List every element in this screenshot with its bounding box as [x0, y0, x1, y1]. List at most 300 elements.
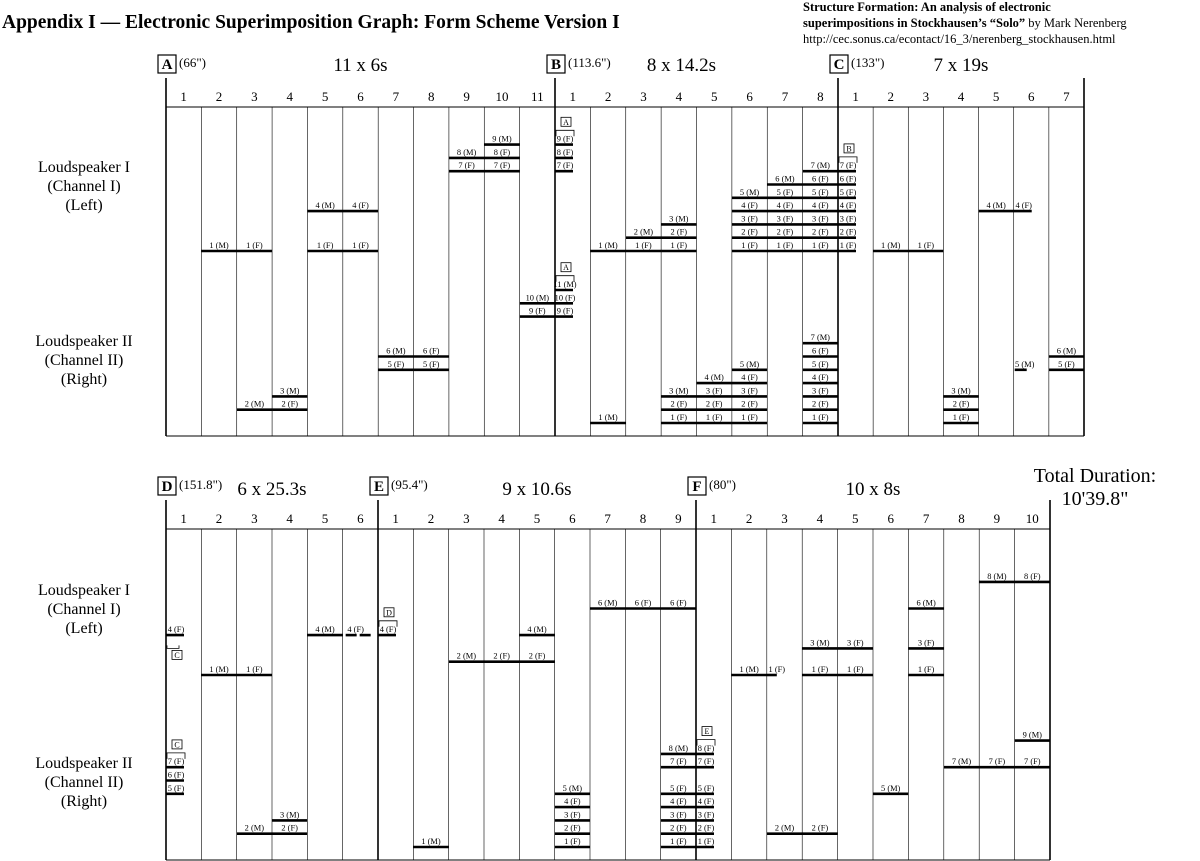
event-label: 2 (F)	[741, 399, 758, 409]
section-marker	[167, 740, 185, 759]
section-marker	[167, 645, 182, 660]
event	[1049, 360, 1084, 370]
event	[166, 784, 184, 794]
event	[307, 201, 342, 211]
event	[449, 652, 484, 662]
citation-author: by Mark Nerenberg	[1025, 16, 1127, 30]
event	[1015, 360, 1035, 370]
period-number: 9	[463, 89, 470, 104]
period-number: 5	[710, 89, 718, 104]
event	[272, 400, 307, 410]
event	[767, 228, 802, 238]
event-label: 3 (M)	[669, 386, 689, 396]
event-label: 1 (F)	[811, 665, 829, 674]
event-label: 4 (M)	[315, 201, 335, 211]
event-label: 5 (M)	[739, 187, 760, 197]
period-number: 4	[957, 89, 965, 104]
event	[590, 413, 625, 423]
event-label: 1 (F)	[564, 837, 581, 846]
event	[520, 293, 555, 303]
event	[378, 360, 413, 370]
event	[166, 771, 184, 781]
event-label: 6 (F)	[422, 346, 440, 356]
event	[272, 824, 307, 834]
event	[803, 201, 838, 211]
event	[661, 810, 696, 820]
event	[732, 360, 767, 370]
event	[838, 241, 856, 251]
event	[979, 572, 1014, 582]
event	[555, 837, 590, 847]
event	[767, 188, 802, 198]
section-e	[370, 477, 682, 860]
period-number: 4	[816, 511, 824, 526]
event-label: 7 (F)	[458, 161, 475, 171]
event	[696, 757, 714, 767]
event-label: 1 (F)	[776, 241, 794, 250]
event	[166, 625, 184, 635]
section-marker	[379, 608, 397, 627]
event-label: 2 (F)	[741, 227, 758, 237]
event-label: 4 (F)	[670, 797, 687, 807]
event	[1015, 757, 1050, 767]
period-number: 3	[922, 89, 930, 104]
event	[943, 413, 978, 423]
event	[767, 665, 785, 675]
period-number: 2	[887, 89, 894, 104]
section-form: 6 x 25.3s	[237, 479, 307, 500]
event-label: 1 (F)	[812, 241, 829, 250]
event	[732, 214, 767, 224]
event-label: 2 (F)	[776, 227, 794, 237]
event-label: 7 (F)	[988, 757, 1006, 767]
event	[661, 599, 696, 609]
event-label: 4 (F)	[812, 201, 829, 211]
event-label: 1 (F)	[246, 241, 263, 250]
section-marker	[839, 144, 857, 163]
event-label: 1 (M)	[209, 241, 229, 250]
event-label: 2 (M)	[244, 823, 264, 833]
section-letter: A	[161, 57, 173, 73]
event-label: 3 (F)	[776, 214, 794, 224]
event-label: 6 (F)	[634, 598, 652, 608]
period-number: 1	[569, 89, 576, 104]
event	[944, 757, 979, 767]
event	[696, 837, 714, 847]
event-label: 3 (F)	[812, 386, 829, 396]
event-label: 3 (F)	[705, 386, 723, 396]
event-label: 4 (F)	[741, 373, 758, 383]
event-label: 4 (F)	[564, 797, 581, 807]
event	[661, 784, 696, 794]
event	[1014, 201, 1032, 211]
event-label: 6 (F)	[812, 346, 829, 356]
period-number: 9	[993, 511, 1001, 526]
event-label: 3 (F)	[670, 810, 687, 820]
event	[626, 241, 661, 251]
event-label: 3 (F)	[697, 810, 715, 820]
period-number: 8	[427, 89, 435, 104]
section-form: 10 x 8s	[845, 479, 901, 500]
event	[838, 228, 856, 238]
event	[908, 241, 943, 251]
event-label: 2 (F)	[812, 399, 829, 409]
event-label: 4 (F)	[379, 625, 397, 635]
event-label: 3 (F)	[564, 810, 581, 820]
event-label: 7 (F)	[670, 757, 687, 767]
event	[555, 307, 573, 317]
event-label: 1 (M)	[209, 665, 229, 674]
event	[803, 214, 838, 224]
event	[661, 400, 696, 410]
period-number: 8	[817, 89, 824, 104]
event-label: 7 (F)	[493, 161, 511, 171]
section-form: 8 x 14.2s	[646, 55, 717, 76]
event	[484, 135, 519, 145]
marker-letter: D	[386, 608, 392, 618]
event-label: 5 (F)	[812, 187, 829, 197]
period-number: 5	[321, 511, 329, 526]
section-letter: B	[550, 57, 562, 73]
event-label: 2 (M)	[456, 651, 476, 661]
period-number: 3	[781, 511, 788, 526]
event	[166, 757, 184, 767]
event	[803, 188, 838, 198]
event-label: 4 (F)	[167, 625, 185, 635]
event-label: 5 (F)	[167, 783, 185, 793]
event-label: 7 (F)	[839, 161, 857, 171]
event	[803, 161, 838, 171]
event-label: 1 (F)	[705, 413, 723, 422]
event	[520, 307, 555, 317]
period-number: 1	[180, 511, 187, 526]
event-label: 3 (F)	[917, 638, 935, 648]
event-label: 5 (F)	[422, 359, 440, 369]
event-label: 2 (F)	[281, 399, 299, 409]
event-label: 5 (F)	[839, 187, 857, 197]
event-label: 5 (M)	[1015, 359, 1035, 369]
event	[661, 386, 696, 396]
event	[803, 413, 838, 423]
page-title: Appendix I — Electronic Superimposition Graph: Form Scheme Version I	[2, 12, 620, 33]
period-number: 1	[710, 511, 717, 526]
event-label: 4 (F)	[741, 201, 758, 211]
period-number: 10	[495, 89, 509, 104]
event	[449, 161, 484, 171]
total-duration-value: 10'39.8"	[1061, 488, 1129, 510]
event-label: 4 (F)	[697, 797, 715, 807]
event	[272, 810, 307, 820]
event	[943, 386, 978, 396]
event-label: 8 (F)	[697, 743, 715, 753]
event-label: 6 (F)	[670, 598, 687, 608]
event	[555, 784, 590, 794]
event	[661, 837, 696, 847]
event	[201, 241, 236, 251]
event-label: 3 (F)	[741, 214, 758, 224]
event-label: 3 (F)	[812, 214, 829, 224]
period-number: 3	[463, 511, 470, 526]
event-label: 1 (M)	[739, 665, 759, 674]
event	[696, 784, 714, 794]
event	[803, 333, 838, 343]
event-label: 1 (F)	[246, 665, 263, 674]
period-number: 7	[392, 89, 400, 104]
section-duration: (133")	[851, 55, 885, 70]
event-label: 7 (F)	[556, 161, 574, 171]
loudspeaker-1-label-top: Loudspeaker I (Channel I) (Left)	[38, 159, 130, 214]
section-duration: (95.4")	[391, 477, 428, 492]
period-number: 1	[852, 89, 859, 104]
event-label: 6 (F)	[167, 770, 185, 780]
event-label: 3 (M)	[810, 638, 830, 648]
event	[838, 201, 856, 211]
period-number: 2	[604, 89, 612, 104]
event	[908, 638, 943, 648]
event	[731, 665, 766, 675]
event-label: 1 (F)	[670, 837, 687, 846]
event	[555, 148, 573, 158]
event-label: 8 (M)	[668, 743, 688, 753]
section-duration: (151.8")	[179, 477, 223, 492]
event-label: 7 (M)	[810, 333, 830, 343]
citation-url[interactable]: http://cec.sonus.ca/econtact/16_3/nerenberg_stockhausen.html	[803, 32, 1116, 46]
event	[661, 744, 696, 754]
event	[697, 413, 732, 423]
section-marker	[697, 727, 715, 746]
event-label: 6 (F)	[839, 174, 857, 184]
event	[346, 625, 371, 635]
period-number: 6	[357, 89, 364, 104]
event-label: 4 (M)	[986, 201, 1006, 211]
period-number: 6	[1028, 89, 1035, 104]
event-label: 1 (F)	[847, 665, 864, 674]
event	[803, 360, 838, 370]
event	[732, 188, 767, 198]
event	[732, 400, 767, 410]
event-label: 6 (M)	[386, 346, 406, 356]
period-number: 9	[675, 511, 682, 526]
event-label: 1 (M)	[421, 837, 441, 846]
event-label: 5 (M)	[562, 783, 582, 793]
event-label: 2 (F)	[705, 399, 723, 409]
event	[307, 625, 342, 635]
event	[555, 135, 573, 145]
event-label: 1 (M)	[598, 241, 618, 250]
event-label: 1 (F)	[768, 665, 786, 674]
event	[838, 175, 856, 185]
event	[307, 241, 342, 251]
event-label: 2 (F)	[811, 823, 829, 833]
event-label: 4 (F)	[839, 201, 857, 211]
event-label: 7 (F)	[697, 757, 715, 767]
event	[1015, 731, 1050, 741]
period-number: 4	[286, 89, 294, 104]
event	[272, 386, 307, 396]
event	[484, 652, 519, 662]
event	[449, 148, 484, 158]
marker-letter: B	[846, 144, 852, 154]
event	[553, 280, 576, 290]
event	[732, 228, 767, 238]
event	[625, 599, 660, 609]
period-number: 5	[992, 89, 1000, 104]
marker-letter: C	[174, 740, 180, 750]
event	[555, 797, 590, 807]
section-form: 11 x 6s	[333, 55, 388, 76]
period-number: 4	[286, 511, 293, 526]
period-number: 6	[569, 511, 576, 526]
section-duration: (113.6")	[568, 55, 611, 70]
event-label: 5 (F)	[1058, 359, 1075, 369]
event-label: 3 (F)	[847, 638, 864, 648]
event-label: 3 (M)	[951, 386, 971, 396]
event	[767, 241, 802, 251]
period-number: 2	[745, 511, 753, 526]
section-form: 9 x 10.6s	[502, 479, 572, 500]
event	[626, 228, 661, 238]
event-label: 7 (F)	[1024, 757, 1041, 767]
event	[767, 175, 802, 185]
period-number: 4	[675, 89, 683, 104]
event	[378, 347, 413, 357]
event-label: 4 (M)	[527, 625, 547, 635]
event-label: 2 (F)	[670, 399, 688, 409]
event	[908, 599, 943, 609]
period-number: 4	[498, 511, 505, 526]
event	[555, 824, 590, 834]
event	[696, 744, 714, 754]
period-number: 2	[215, 511, 223, 526]
event	[803, 386, 838, 396]
event-label: 9 (F)	[556, 306, 574, 316]
event-label: 1 (F)	[670, 413, 688, 422]
event	[838, 638, 873, 648]
event-label: 1 (F)	[917, 665, 935, 674]
event-label: 5 (F)	[697, 783, 715, 793]
event	[838, 214, 856, 224]
event	[697, 400, 732, 410]
event	[1015, 572, 1050, 582]
event	[873, 784, 908, 794]
citation-title: Structure Formation: An analysis of electronic	[803, 0, 1051, 14]
marker-bracket	[167, 645, 179, 648]
event	[838, 188, 856, 198]
period-number: 3	[251, 89, 258, 104]
event-label: 1 (F)	[697, 837, 715, 846]
event-label: 2 (F)	[812, 227, 829, 237]
graph-row-1	[158, 55, 1084, 436]
event	[908, 665, 943, 675]
event-label: 1 (M)	[881, 241, 901, 250]
event	[201, 665, 236, 675]
event	[732, 386, 767, 396]
event	[484, 148, 519, 158]
period-number: 8	[958, 511, 965, 526]
event-label: 6 (F)	[812, 174, 829, 184]
event-label: 1 (F)	[839, 241, 857, 250]
event-label: 7 (F)	[167, 757, 185, 767]
section-duration: (80")	[709, 477, 736, 492]
period-number: 5	[533, 511, 541, 526]
event-label: 1 (F)	[917, 241, 935, 250]
event-label: 6 (M)	[775, 174, 795, 184]
event-label: 1 (F)	[316, 241, 334, 250]
event	[732, 201, 767, 211]
event-label: 1 (F)	[741, 241, 758, 250]
event-label: 5 (M)	[739, 359, 760, 369]
event	[803, 373, 838, 383]
event-label: 5 (F)	[387, 359, 405, 369]
event-label: 5 (F)	[776, 187, 794, 197]
event-label: 3 (M)	[280, 810, 300, 820]
event	[237, 400, 272, 410]
event	[732, 413, 767, 423]
event	[237, 241, 272, 251]
event-label: 2 (F)	[281, 823, 298, 833]
event	[484, 161, 519, 171]
total-duration-label: Total Duration:	[1033, 465, 1157, 487]
event-label: 11 (M)	[553, 280, 577, 289]
section-letter: C	[833, 57, 845, 73]
event-label: 9 (M)	[492, 134, 512, 144]
period-number: 3	[640, 89, 647, 104]
event-label: 2 (F)	[839, 227, 857, 237]
section-duration: (66")	[179, 55, 206, 70]
event-label: 3 (F)	[741, 386, 758, 396]
event-label: 8 (F)	[556, 147, 574, 157]
marker-letter: C	[174, 650, 180, 660]
event	[838, 161, 856, 171]
section-letter: D	[161, 479, 173, 495]
event	[697, 373, 732, 383]
event-label: 4 (F)	[812, 373, 829, 383]
event	[590, 241, 625, 251]
event-label: 1 (F)	[670, 241, 688, 250]
event	[661, 228, 696, 238]
event	[767, 201, 802, 211]
event-label: 4 (F)	[1015, 201, 1032, 211]
event	[661, 241, 696, 251]
event-label: 7 (M)	[951, 757, 972, 767]
event-label: 2 (F)	[564, 823, 581, 833]
graph-row-2	[158, 477, 1050, 860]
event-label: 1 (F)	[812, 413, 829, 422]
event-label: 8 (M)	[456, 147, 477, 157]
event-label: 8 (F)	[1024, 571, 1041, 581]
period-number: 2	[215, 89, 223, 104]
period-number: 11	[531, 89, 544, 104]
event-label: 1 (F)	[741, 413, 758, 422]
event	[378, 625, 396, 635]
event	[732, 373, 767, 383]
event-label: 3 (M)	[669, 214, 689, 224]
period-number: 1	[392, 511, 399, 526]
period-number: 5	[852, 511, 859, 526]
event	[802, 824, 837, 834]
event	[519, 652, 554, 662]
event	[1049, 347, 1084, 357]
marker-letter: E	[704, 727, 710, 737]
event	[697, 386, 732, 396]
event	[661, 824, 696, 834]
period-number: 6	[746, 89, 753, 104]
event-label: 8 (M)	[987, 571, 1007, 581]
event	[873, 241, 908, 251]
event	[237, 665, 272, 675]
period-number: 8	[639, 511, 647, 526]
period-number: 10	[1025, 511, 1039, 526]
